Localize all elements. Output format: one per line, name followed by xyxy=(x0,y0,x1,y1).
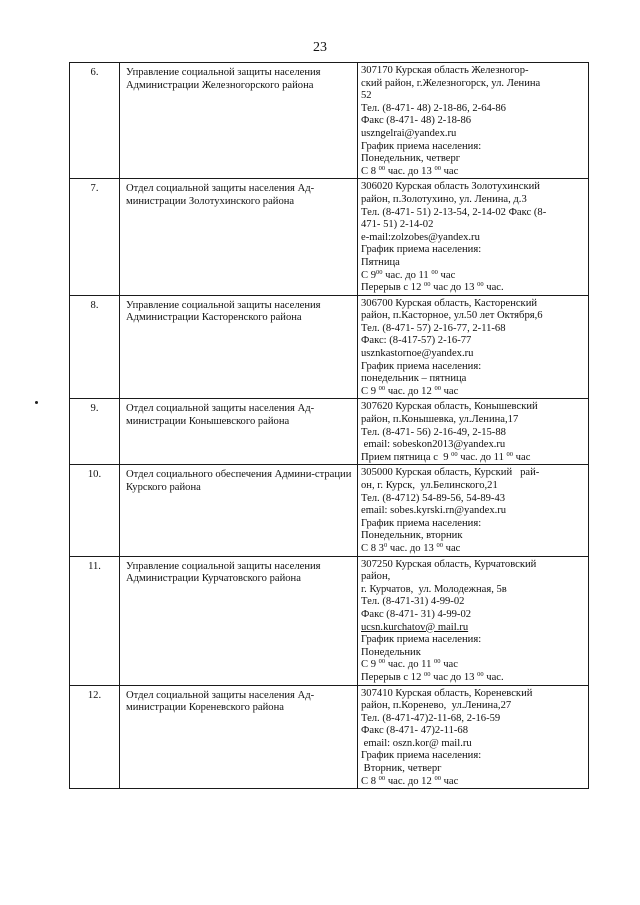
hours-line: С 9 $^{00}$ час. до 11 $^{00}$ час xyxy=(361,658,458,671)
contact-line: г. Курчатов, ул. Молодежная, 5в xyxy=(361,583,507,595)
office-name: Управление социальной защиты населения Администрации Касторенского района xyxy=(126,299,321,324)
office-name: Отдел социальной защиты населения Ад-министрации Золотухинского района xyxy=(126,183,315,207)
contact-line: район, xyxy=(361,571,391,583)
hours-line: С 8 $^{00}$ час. до 13 $^{00}$ час xyxy=(361,164,459,177)
superscript: 00 xyxy=(378,384,386,392)
table-row xyxy=(70,556,589,685)
contact-line: район, п.Касторное, ул.50 лет Октября,6 xyxy=(361,310,543,322)
table-row xyxy=(70,63,589,179)
contact-line: 52 xyxy=(361,90,372,102)
contact-line: email: sobes.kyrski.rn@yandex.ru xyxy=(361,505,507,517)
hours-line: С 9 $^{00}$ час. до 12 $^{00}$ час xyxy=(361,384,459,397)
row-number: 8. xyxy=(70,295,120,399)
contact-line: 307410 Курская область, Кореневский xyxy=(361,687,533,699)
row-number: 6. xyxy=(70,63,120,179)
contact-line: Факс (8-471- 47)2-11-68 xyxy=(361,725,468,737)
contact-line: 305000 Курская область, Курский рай- xyxy=(361,467,540,479)
contact-line: График приема населения: xyxy=(361,750,482,762)
superscript: 00 xyxy=(451,450,458,458)
office-name: Отдел социального обеспечения Админи-страции Курского района xyxy=(126,469,352,493)
superscript: 00 xyxy=(434,774,441,782)
contact-line: район, п.Коренево, ул.Ленина,27 xyxy=(361,700,512,712)
table-row xyxy=(70,295,589,399)
contact-line: он, г. Курск, ул.Белинского,21 xyxy=(361,480,498,491)
hours-line: Перерыв с 12 $^{00}$ час до 13 $^{00}$ час. xyxy=(361,670,504,683)
hours-line: С 8 $^{00}$ час. до 12 $^{00}$ час xyxy=(361,774,459,787)
superscript: 00 xyxy=(424,670,431,678)
office-name: Управление социальной защиты населения Администрации Курчатовского района xyxy=(126,560,321,585)
contact-line: Тел. (8-471- 56) 2-16-49, 2-15-88 xyxy=(361,426,506,438)
office-name: Отдел социальной защиты населения Ад-министрации Кореневского района xyxy=(126,689,315,714)
hours-line: Прием пятница с 9 $^{00}$ час. до 11 $^{00}$ час xyxy=(361,450,531,463)
office-name-cell xyxy=(120,465,358,556)
contact-line: 307170 Курская область Железногор- xyxy=(361,65,529,76)
table-row xyxy=(70,685,589,789)
contact-cell xyxy=(358,465,589,556)
contact-cell xyxy=(358,399,589,465)
page-number: 23 xyxy=(313,40,327,55)
contact-line: Факс (8-471- 48) 2-18-86 xyxy=(361,115,472,127)
contact-line: Понедельник, четверг xyxy=(361,153,461,165)
contact-cell xyxy=(358,685,589,789)
superscript: 00 xyxy=(506,450,514,458)
contact-line: Тел. (8-471- 48) 2-18-86, 2-64-86 xyxy=(361,102,506,114)
contact-line: uszngelrai@yandex.ru xyxy=(361,127,457,139)
contact-line: Тел. (8-471-31) 4-99-02 xyxy=(361,596,465,608)
contact-line: usznkastornoe@yandex.ru xyxy=(361,348,474,360)
office-name-cell xyxy=(120,295,358,399)
contact-line: Тел. (8-471-47)2-11-68, 2-16-59 xyxy=(361,712,501,724)
office-name-cell xyxy=(120,399,358,465)
contact-line: Понедельник xyxy=(361,646,421,658)
row-number: 9. xyxy=(70,399,120,465)
contact-line: Понедельник, вторник xyxy=(361,530,463,542)
office-name-cell xyxy=(120,63,358,179)
contact-line: График приема населения: xyxy=(361,517,482,529)
contact-line: 307620 Курская область, Конышевский xyxy=(361,401,538,413)
contact-line: Тел. (8-471- 51) 2-13-54, 2-14-02 Факс (8- xyxy=(361,206,547,218)
contact-line: e-mail:zolzobes@yandex.ru xyxy=(361,231,480,243)
superscript: 00 xyxy=(477,281,484,289)
offices-table xyxy=(69,62,589,789)
superscript: 00 xyxy=(431,268,438,276)
contact-line: email: sobeskon2013@yandex.ru xyxy=(361,439,506,451)
contact-line: График приема населения: xyxy=(361,140,482,152)
contact-line: График приема населения: xyxy=(361,244,482,256)
contact-line: Факс (8-471- 31) 4-99-02 xyxy=(361,608,472,620)
contact-line: район, п.Золотухино, ул. Ленина, д.3 xyxy=(361,193,527,205)
contact-line: 306020 Курская область Золотухинский xyxy=(361,181,540,193)
row-number: 10. xyxy=(70,465,120,556)
table-row xyxy=(70,465,589,556)
superscript: 00 xyxy=(434,164,441,172)
contact-line: понедельник – пятница xyxy=(361,373,467,385)
contact-cell xyxy=(358,63,589,179)
superscript: 00 xyxy=(376,268,383,276)
contact-cell xyxy=(358,179,589,295)
offices-table-body xyxy=(70,63,589,789)
superscript: 00 xyxy=(378,774,386,782)
contact-line: 471- 51) 2-14-02 xyxy=(361,219,434,231)
contact-line: График приема населения: xyxy=(361,634,482,646)
contact-line: График приема населения: xyxy=(361,360,482,372)
superscript: 00 xyxy=(424,281,431,289)
contact-line: 306700 Курская область, Касторенский xyxy=(361,297,538,309)
contact-line: 307250 Курская область, Курчатовский xyxy=(361,558,537,570)
hours-line: С $9^{00}$ час. до 11 $^{00}$ час xyxy=(361,268,456,281)
contact-line: Пятница xyxy=(361,256,400,268)
row-number: 11. xyxy=(70,556,120,685)
contact-line: Тел. (8-471- 57) 2-16-77, 2-11-68 xyxy=(361,322,506,334)
office-name-cell xyxy=(120,685,358,789)
superscript: 00 xyxy=(436,541,443,549)
contact-line: район, п.Конышевка, ул.Ленина,17 xyxy=(361,414,519,426)
superscript: 0 xyxy=(383,541,388,549)
superscript: 00 xyxy=(434,658,441,666)
superscript: 00 xyxy=(434,384,441,392)
table-row xyxy=(70,399,589,465)
email-link: ucsn.kurchatov@ mail.ru xyxy=(361,621,469,633)
superscript: 00 xyxy=(378,658,386,666)
contact-cell xyxy=(358,556,589,685)
hours-line: С 8 $3^0$ час. до 13 $^{00}$ час xyxy=(361,541,461,554)
row-number: 12. xyxy=(70,685,120,789)
stray-dot xyxy=(35,401,38,404)
office-name-cell xyxy=(120,556,358,685)
office-name: Управление социальной защиты населения Администрации Железногорского района xyxy=(126,67,321,91)
hours-line: Перерыв с 12 $^{00}$ час до 13 $^{00}$ час. xyxy=(361,281,504,294)
office-name: Отдел социальной защиты населения Ад-министрации Конышевского района xyxy=(126,403,315,428)
contact-line: email: oszn.kor@ mail.ru xyxy=(361,737,472,749)
office-name-cell xyxy=(120,179,358,295)
row-number: 7. xyxy=(70,179,120,295)
contact-line: Вторник, четверг xyxy=(361,763,442,775)
contact-line: ский район, г.Железногорск, ул. Ленина xyxy=(361,77,541,89)
contact-line: Тел. (8-4712) 54-89-56, 54-89-43 xyxy=(361,492,506,504)
table-row xyxy=(70,179,589,295)
contact-cell xyxy=(358,295,589,399)
superscript: 00 xyxy=(477,670,484,678)
contact-line: Факс: (8-417-57) 2-16-77 xyxy=(361,335,472,347)
superscript: 00 xyxy=(378,164,386,172)
